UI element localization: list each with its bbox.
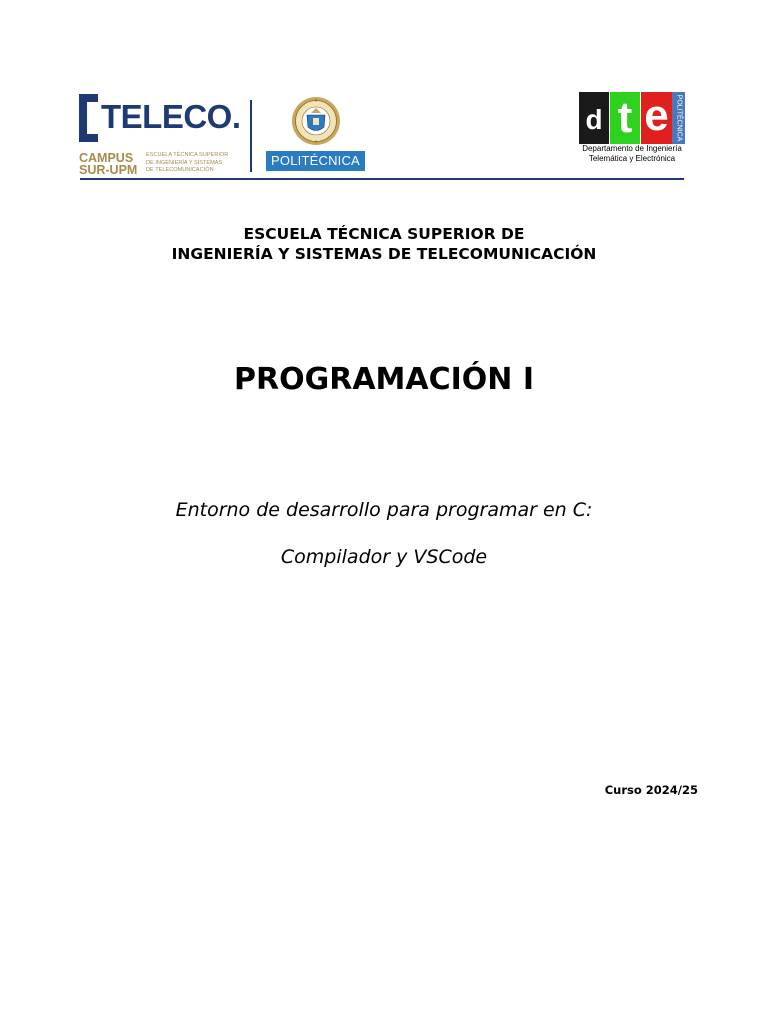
- teleco-campus-sur-logo: [79, 92, 249, 180]
- dte-letter-e: e: [641, 92, 672, 144]
- dte-letter-d: d: [579, 92, 609, 144]
- school-name-line2: INGENIERÍA Y SISTEMAS DE TELECOMUNICACIÓN: [171, 245, 597, 263]
- logo-divider: [250, 100, 252, 172]
- school-name: [0, 224, 768, 264]
- dte-caption: [579, 144, 685, 164]
- subtitle-line2: Compilador y VSCode: [280, 546, 488, 568]
- dte-vertical-text: POLITÉCNICA: [675, 94, 682, 142]
- dte-vertical-band: [672, 92, 685, 144]
- campus-sur-upm-label: CAMPUS SUR-UPM: [79, 151, 138, 177]
- dte-department-logo: [579, 92, 687, 166]
- teleco-school-small-text: ESCUELA TÉCNICA SUPERIOR DE INGENIERÍA Y SISTEMAS DE TELECOMUNICACIÓN: [146, 152, 229, 173]
- header-rule: [80, 178, 684, 180]
- teleco-wordmark: TELECO.: [101, 98, 241, 135]
- school-name-line1: ESCUELA TÉCNICA SUPERIOR DE: [243, 225, 525, 243]
- dte-letter-t: t: [610, 92, 640, 144]
- subtitle-line1: Entorno de desarrollo para programar en C:: [175, 499, 593, 521]
- document-title: PROGRAMACIÓN I: [234, 362, 534, 397]
- upm-politecnica-band: POLITÉCNICA: [266, 151, 365, 171]
- upm-seal-icon: [291, 96, 341, 146]
- upm-politecnica-logo: [266, 96, 366, 172]
- teleco-bracket-mark: [79, 94, 98, 142]
- academic-year: Curso 2024/25: [604, 783, 698, 797]
- dte-caption-line2: Telemática y Electrónica: [588, 154, 676, 163]
- dte-caption-line1: Departamento de Ingeniería: [582, 144, 682, 153]
